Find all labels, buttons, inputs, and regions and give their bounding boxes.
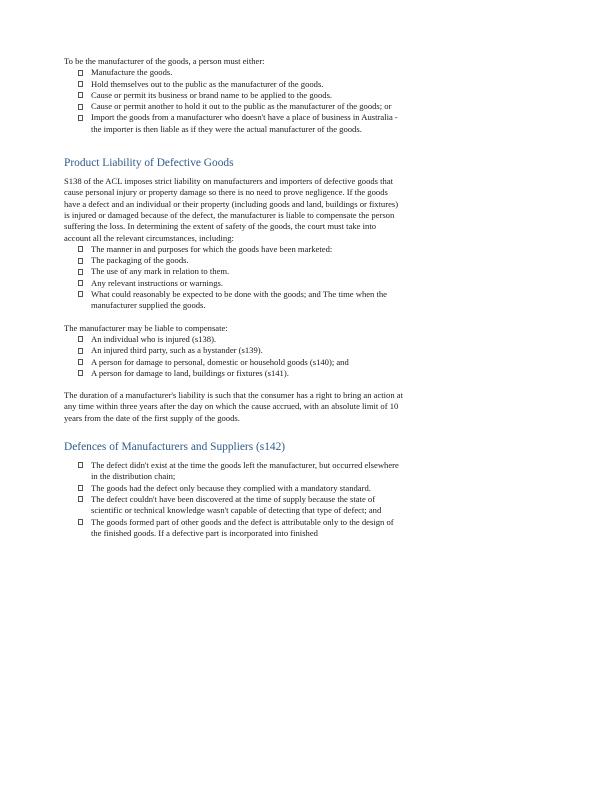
bullet-icon (78, 496, 83, 502)
product-liability-paragraph: S138 of the ACL imposes strict liability on manufacturers and importers of defective goods that cause personal injury or property damage so there is no need to prove negligence. If the goods have a defect and an individual or their property (including goods and land, buildings or fixtures) is injured or damaged because of the defect, the manufacturer is liable to compensate the person suffering the loss. In determining the extent of safety of the goods, the court must take into account all the relevant circumstances, including: (64, 176, 399, 243)
bullet-icon (78, 359, 83, 365)
bullet-icon (78, 485, 83, 491)
bullet-icon (78, 104, 83, 110)
list-item: The defect couldn't have been discovered at the time of supply because the state of scientific or technical knowledge wasn't capable of detecting that type of defect; and (78, 494, 404, 517)
bullet-icon (78, 519, 83, 525)
bullet-icon (78, 92, 83, 98)
compensate-lead: The manufacturer may be liable to compensate: (64, 322, 228, 333)
list-item: A person for damage to land, buildings or fixtures (s141). (78, 368, 404, 379)
defences-list (64, 460, 404, 539)
list-item: Manufacture the goods. (78, 67, 404, 78)
bullet-icon (78, 336, 83, 342)
bullet-icon (78, 70, 83, 76)
manufacturer-criteria-list (64, 67, 404, 135)
bullet-icon (78, 246, 83, 252)
bullet-icon (78, 291, 83, 297)
list-item: Cause or permit another to hold it out to the public as the manufacturer of the goods; or (78, 101, 404, 112)
compensation-list (64, 334, 404, 379)
bullet-icon (78, 280, 83, 286)
bullet-icon (78, 462, 83, 468)
list-item: Cause or permit its business or brand name to be applied to the goods. (78, 90, 404, 101)
bullet-icon (78, 348, 83, 354)
bullet-icon (78, 81, 83, 87)
section-heading-defences: Defences of Manufacturers and Suppliers (s142) (64, 441, 286, 454)
list-item: The defect didn't exist at the time the goods left the manufacturer, but occurred elsewhere in the distribution chain; (78, 460, 404, 483)
bullet-icon (78, 370, 83, 376)
list-item: The packaging of the goods. (78, 255, 404, 266)
bullet-icon (78, 115, 83, 121)
section-heading-product-liability: Product Liability of Defective Goods (64, 157, 234, 170)
list-item: The manner in and purposes for which the goods have been marketed: (78, 244, 404, 255)
safety-circumstances-list (64, 244, 404, 312)
list-item: The use of any mark in relation to them. (78, 266, 404, 277)
list-item: An individual who is injured (s138). (78, 334, 404, 345)
list-item: An injured third party, such as a bystander (s139). (78, 345, 404, 356)
list-item: Hold themselves out to the public as the manufacturer of the goods. (78, 79, 404, 90)
list-item: Import the goods from a manufacturer who doesn't have a place of business in Australia - the importer is then liable as if they were the actual manufacturer of the goods. (78, 112, 404, 135)
list-item: A person for damage to personal, domestic or household goods (s140); and (78, 357, 404, 368)
list-item: The goods formed part of other goods and the defect is attributable only to the design of the finished goods. If a defective part is incorporated into finished (78, 517, 404, 540)
liability-duration-paragraph: The duration of a manufacturer's liability is such that the consumer has a right to bring an action at any time within three years after the day on which the cause accrued, with an absolute limit of 10 years from the date of the first supply of the goods. (64, 390, 403, 423)
list-item: Any relevant instructions or warnings. (78, 278, 404, 289)
intro-lead: To be the manufacturer of the goods, a person must either: (64, 56, 265, 66)
bullet-icon (78, 258, 83, 264)
document-page (64, 56, 404, 539)
list-item: The goods had the defect only because they complied with a mandatory standard. (78, 483, 404, 494)
bullet-icon (78, 269, 83, 275)
list-item: What could reasonably be expected to be done with the goods; and The time when the manufacturer supplied the goods. (78, 289, 404, 312)
